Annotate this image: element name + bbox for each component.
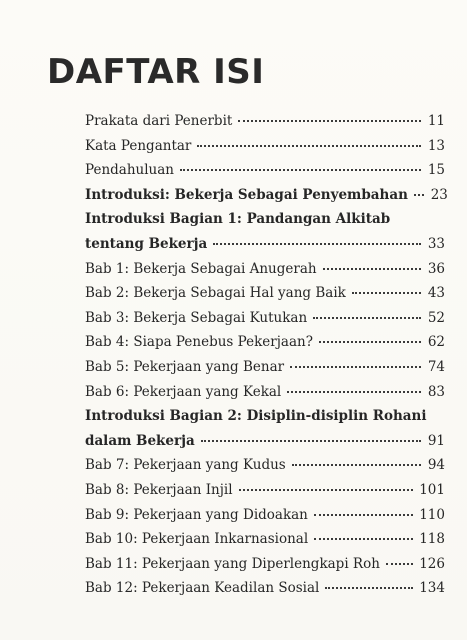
dot-leader — [314, 514, 413, 516]
toc-entry-label: Bab 6: Pekerjaan yang Kekal — [85, 383, 282, 400]
dot-leader — [314, 538, 413, 540]
toc-entry — [85, 285, 445, 310]
toc-entry-page-number: 94 — [427, 457, 445, 474]
toc-entry-label: tentang Bekerja — [85, 235, 208, 252]
toc-entry-label: Bab 3: Bekerja Sebagai Kutukan — [85, 309, 308, 326]
toc-entry — [85, 211, 445, 236]
dot-leader — [313, 317, 421, 319]
toc-entry — [85, 384, 445, 409]
toc-entry-page-number: 118 — [419, 531, 445, 548]
toc-entry-page-number: 91 — [427, 432, 445, 449]
toc-entry-label: Bab 4: Siapa Penebus Pekerjaan? — [85, 334, 313, 351]
toc-entry — [85, 261, 445, 286]
toc-entry-label: Bab 2: Bekerja Sebagai Hal yang Baik — [85, 285, 346, 302]
dot-leader — [180, 169, 421, 171]
toc-entry — [85, 162, 445, 187]
dot-leader — [292, 464, 421, 466]
toc-entry-page-number: 43 — [427, 285, 445, 302]
toc-entry-page-number: 36 — [427, 260, 445, 277]
toc-entry-label: Pendahuluan — [85, 162, 174, 179]
dot-leader — [197, 145, 421, 147]
toc-entry-page-number: 23 — [430, 186, 448, 203]
toc-entry-page-number: 15 — [427, 162, 445, 179]
dot-leader — [239, 489, 414, 491]
toc-entry — [85, 507, 445, 532]
dot-leader — [213, 243, 421, 245]
dot-leader — [325, 587, 413, 589]
toc-entry-page-number: 11 — [427, 113, 445, 129]
toc-entry — [85, 482, 445, 507]
toc-entry-label: Introduksi Bagian 1: Pandangan Alkitab — [85, 211, 391, 228]
toc-entry-label: dalam Bekerja — [85, 432, 195, 449]
toc-entry — [85, 138, 445, 163]
toc-entry-page-number: 62 — [427, 334, 445, 351]
dot-leader — [319, 341, 421, 343]
toc-entry-page-number: 74 — [427, 358, 445, 375]
toc-entry-page-number: 83 — [427, 383, 445, 400]
toc-entry-label: Bab 12: Pekerjaan Keadilan Sosial — [85, 580, 320, 597]
toc-entry-page-number: 110 — [419, 506, 445, 523]
toc-entry-page-number: 33 — [427, 235, 445, 252]
toc-entry-label: Introduksi Bagian 2: Disiplin-disiplin Rohani — [85, 408, 427, 425]
toc-entry — [85, 113, 445, 138]
toc-entry-label: Bab 9: Pekerjaan yang Didoakan — [85, 506, 308, 523]
toc-entry — [85, 457, 445, 482]
toc-entry — [85, 310, 445, 335]
toc-entry-page-number: 126 — [419, 555, 445, 572]
toc-entry-label: Bab 1: Bekerja Sebagai Anugerah — [85, 260, 317, 277]
toc-entry-label: Prakata dari Penerbit — [85, 113, 233, 129]
toc-entry-label: Bab 8: Pekerjaan Injil — [85, 481, 233, 498]
toc-entry-label: Bab 10: Pekerjaan Inkarnasional — [85, 531, 309, 548]
toc-entry — [85, 531, 445, 556]
dot-leader — [386, 563, 413, 565]
toc-entry-page-number: 13 — [427, 137, 445, 154]
dot-leader — [414, 194, 424, 196]
toc-entry-page-number: 101 — [419, 481, 445, 498]
dot-leader — [290, 366, 421, 368]
dot-leader — [201, 440, 421, 442]
toc-entry-label: Kata Pengantar — [85, 137, 192, 154]
toc-entry — [85, 236, 445, 261]
toc-entry-label: Bab 11: Pekerjaan yang Diperlengkapi Roh — [85, 555, 380, 572]
page-title: DAFTAR ISI — [47, 52, 265, 92]
toc-entry — [85, 556, 445, 581]
toc-entry — [85, 433, 445, 458]
toc-entry — [85, 186, 448, 212]
toc-entry-page-number: 52 — [427, 309, 445, 326]
toc-entry-page-number: 134 — [419, 580, 445, 597]
dot-leader — [238, 120, 421, 122]
toc-entry-label: Introduksi: Bekerja Sebagai Penyembahan — [85, 186, 408, 203]
toc-entry — [85, 359, 445, 384]
toc-entry-label: Bab 5: Pekerjaan yang Benar — [85, 358, 285, 375]
toc-entry — [85, 334, 445, 359]
toc-entry-label: Bab 7: Pekerjaan yang Kudus — [85, 457, 286, 474]
toc-entry — [85, 408, 445, 433]
dot-leader — [287, 391, 421, 393]
dot-leader — [323, 268, 421, 270]
dot-leader — [352, 292, 421, 294]
toc-entry — [85, 580, 445, 605]
table-of-contents — [85, 113, 448, 605]
